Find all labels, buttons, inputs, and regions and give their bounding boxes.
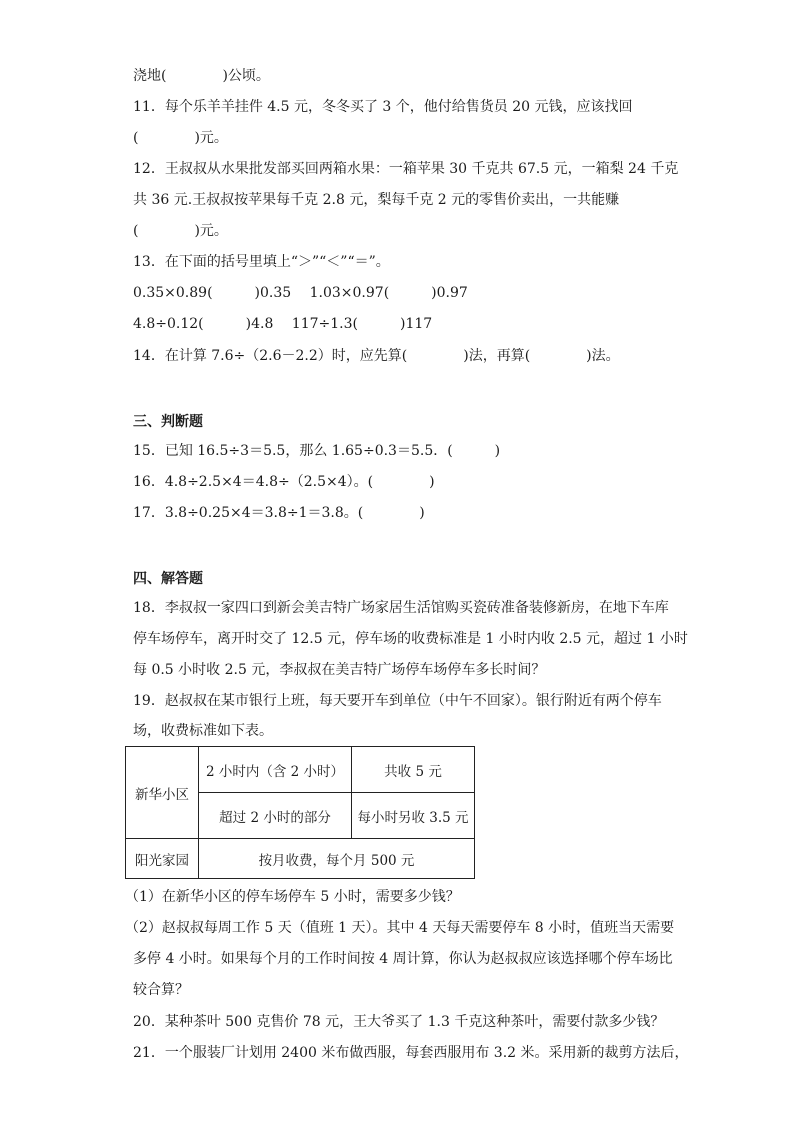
fill-line-1: 浇地( )公顷。 — [133, 68, 270, 84]
question-19-part-1: （1）在新华小区的停车场停车 5 小时，需要多少钱？ — [125, 889, 460, 905]
question-21: 21．一个服装厂计划用 2400 米布做西服，每套西服用布 3.2 米。采用新的裁剪方法后， — [133, 1045, 689, 1061]
table-cell-over-2h: 超过 2 小时的部分 — [199, 793, 352, 839]
question-13-row-2: 4.8÷0.12( )4.8 117÷1.3( )117 — [133, 316, 433, 332]
question-16: 16．4.8÷2.5×4＝4.8÷（2.5×4）。( ) — [133, 474, 435, 490]
question-13: 13．在下面的括号里填上“＞”“＜”“＝”。 — [133, 254, 390, 270]
question-14: 14．在计算 7.6÷（2.6－2.2）时，应先算( )法，再算( )法。 — [133, 348, 620, 364]
question-18-line-2: 停车场停车，离开时交了 12.5 元，停车场的收费标准是 1 小时内收 2.5 元，超过 1 小时 — [133, 631, 688, 647]
question-13-row-1: 0.35×0.89( )0.35 1.03×0.97( )0.97 — [133, 285, 468, 301]
question-15: 15．已知 16.5÷3＝5.5，那么 1.65÷0.3＝5.5．( ) — [133, 443, 501, 459]
section-3-title: 三、判断题 — [133, 414, 203, 430]
question-19-line-1: 19．赵叔叔在某市银行上班，每天要开车到单位（中午不回家）。银行附近有两个停车 — [133, 693, 662, 709]
table-cell-yangguang: 阳光家园 — [126, 839, 199, 879]
question-19-part-2-line-2: 多停 4 小时。如果每个月的工作时间按 4 周计算，你认为赵叔叔应该选择哪个停车场比 — [133, 951, 673, 967]
question-19-line-2: 场，收费标准如下表。 — [133, 723, 273, 739]
table-cell-flat-fee: 共收 5 元 — [352, 747, 475, 793]
question-17: 17．3.8÷0.25×4＝3.8÷1＝3.8。( ) — [133, 505, 425, 521]
question-11-blank: ( )元。 — [133, 130, 228, 146]
table-cell-hourly-fee: 每小时另收 3.5 元 — [352, 793, 475, 839]
question-18-line-1: 18．李叔叔一家四口到新会美吉特广场家居生活馆购买瓷砖准备装修新房，在地下车库 — [133, 600, 669, 616]
question-19-part-2-line-1: （2）赵叔叔每周工作 5 天（值班 1 天）。其中 4 天每天需要停车 8 小时，值班当天需要 — [125, 920, 675, 936]
table-cell-monthly-fee: 按月收费，每个月 500 元 — [199, 839, 475, 879]
question-12-blank: ( )元。 — [133, 223, 228, 239]
table-cell-xinhua: 新华小区 — [126, 747, 199, 839]
question-18-line-3: 每 0.5 小时收 2.5 元，李叔叔在美吉特广场停车场停车多长时间？ — [133, 662, 546, 678]
question-12-line-2: 共 36 元.王叔叔按苹果每千克 2.8 元，梨每千克 2 元的零售价卖出，一共能赚 — [133, 192, 620, 208]
question-19-part-2-line-3: 较合算？ — [133, 982, 189, 998]
question-12-line-1: 12．王叔叔从水果批发部买回两箱水果：一箱苹果 30 千克共 67.5 元，一箱梨 24 千克 — [133, 161, 679, 177]
question-20: 20．某种茶叶 500 克售价 78 元，王大爷买了 1.3 千克这种茶叶，需要付款多少钱？ — [133, 1014, 665, 1030]
table-cell-within-2h: 2 小时内（含 2 小时） — [199, 747, 352, 793]
section-4-title: 四、解答题 — [133, 571, 203, 587]
question-11: 11．每个乐羊羊挂件 4.5 元，冬冬买了 3 个，他付给售货员 20 元钱，应该找回 — [133, 99, 633, 115]
parking-fee-table — [125, 746, 475, 879]
